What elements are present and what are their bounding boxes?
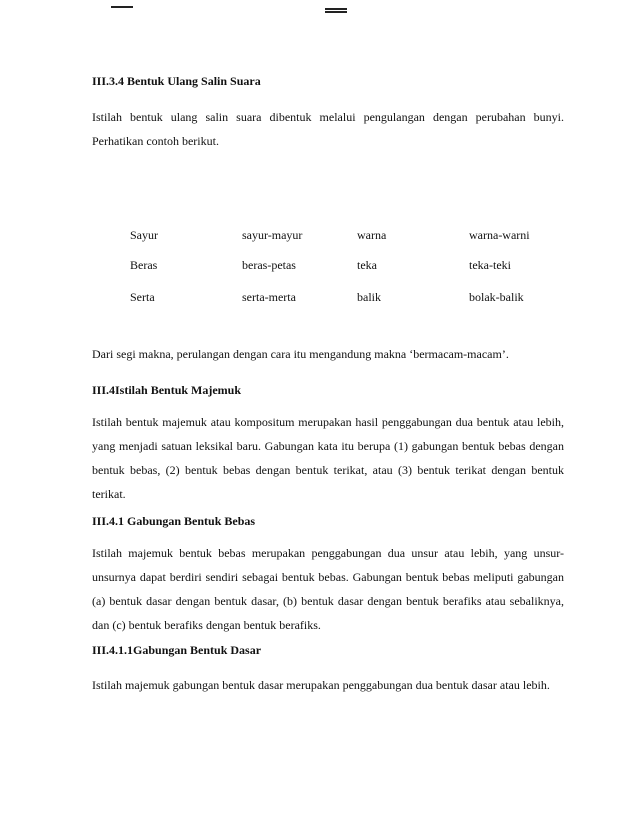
table-cell: warna-warni	[469, 228, 530, 242]
table-cell: warna	[357, 228, 387, 242]
section-paragraph-salin-suara: Istilah bentuk ulang salin suara dibentuk melalui pengulangan dengan perubahan bunyi. Perhatikan contoh berikut.	[92, 110, 564, 148]
table-row	[92, 290, 564, 304]
table-cell: Beras	[130, 258, 158, 272]
section-paragraph-bentuk-dasar: Istilah majemuk gabungan bentuk dasar merupakan penggabungan dua bentuk dasar atau lebih.	[92, 678, 550, 692]
table-cell: Serta	[130, 290, 155, 304]
table-cell: teka-teki	[469, 258, 511, 272]
table-cell: Sayur	[130, 228, 158, 242]
table-cell: bolak-balik	[469, 290, 524, 304]
section-paragraph-majemuk: Istilah bentuk majemuk atau kompositum merupakan hasil penggabungan dua bentuk atau lebih, yang menjadi satuan leksikal baru. Gabungan kata itu berupa (1) gabungan bentuk bebas dengan bentuk bebas, (2) bentuk bebas dengan bentuk terikat, atau (3) bentuk terikat dengan bentuk terikat.	[92, 415, 564, 501]
header-rule-left	[111, 6, 133, 8]
meaning-paragraph: Dari segi makna, perulangan dengan cara itu mengandung makna ‘bermacam-macam’.	[92, 347, 509, 361]
example-table	[92, 228, 564, 308]
header-rule-center-top	[325, 8, 347, 10]
section-heading-majemuk: III.4Istilah Bentuk Majemuk	[92, 383, 242, 397]
header-rule-center-bottom	[325, 11, 347, 13]
table-row	[92, 228, 564, 242]
table-cell: serta-merta	[242, 290, 296, 304]
table-cell: beras-petas	[242, 258, 296, 272]
table-cell: teka	[357, 258, 377, 272]
table-row	[92, 258, 564, 272]
section-heading-bentuk-dasar: III.4.1.1Gabungan Bentuk Dasar	[92, 643, 262, 657]
table-cell: balik	[357, 290, 381, 304]
section-paragraph-bentuk-bebas: Istilah majemuk bentuk bebas merupakan penggabungan dua unsur atau lebih, yang unsur-unsurnya dapat berdiri sendiri sebagai bentuk bebas. Gabungan bentuk bebas meliputi gabungan (a) bentuk dasar dengan bentuk dasar, (b) bentuk dasar dengan bentuk berafiks atau sebaliknya, dan (c) bentuk berafiks dengan bentuk berafiks.	[92, 546, 564, 632]
section-heading-bentuk-bebas: III.4.1 Gabungan Bentuk Bebas	[92, 514, 256, 528]
section-heading-salin-suara: III.3.4 Bentuk Ulang Salin Suara	[92, 74, 261, 88]
table-cell: sayur-mayur	[242, 228, 303, 242]
